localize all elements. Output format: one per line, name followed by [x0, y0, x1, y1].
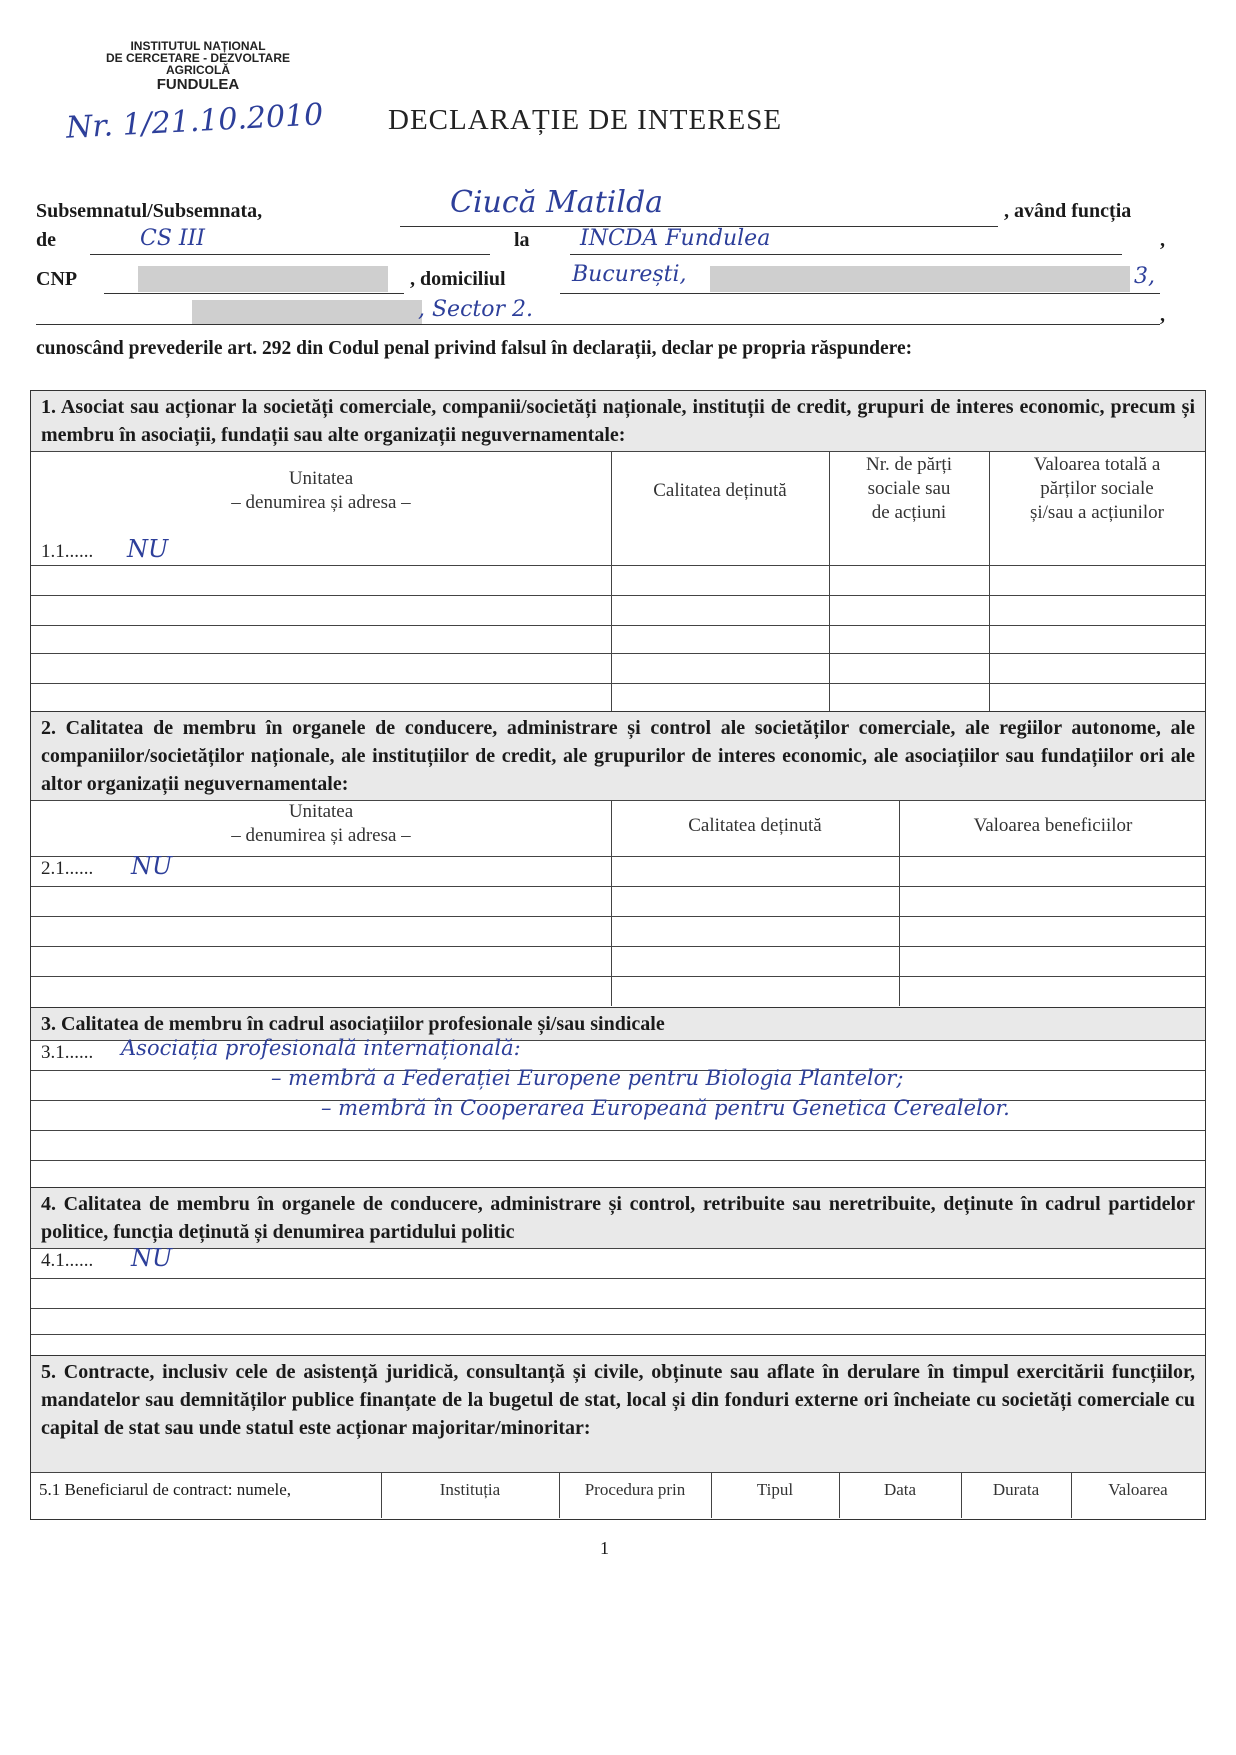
section-2-col-calitatea: Calitatea deținută — [688, 815, 822, 836]
section-3-line-1: Asociația profesională internațională: — [121, 1036, 521, 1060]
section-5-col-tipul: Tipul — [756, 1480, 794, 1499]
section-5-col-data: Data — [883, 1480, 917, 1499]
section-2-table — [30, 712, 1206, 1008]
domiciliul-label: , domiciliul — [410, 268, 506, 290]
section-2-row-label: 2.1...... — [41, 858, 94, 879]
section-1-col-unitatea: Unitatea – denumirea și adresa – — [231, 468, 411, 513]
name-value: Ciucă Matilda — [450, 185, 664, 220]
section-1-table — [30, 390, 1206, 712]
cnp-line — [104, 293, 404, 294]
sector-value: , Sector 2. — [418, 297, 533, 322]
section-2-heading: 2. Calitatea de membru în organele de conducere, administrare și control ale societăților comerciale, ale regiilor autonome, ale companiilor/societăților naționale, ale instituțiilor de credit, ale grupurilor de interes economic, ale asociațiilor sau fundațiilor ori ale altor organizații neguvernamentale: — [31, 712, 1205, 800]
cnp-label: CNP — [36, 268, 78, 290]
subsemnatul-label: Subsemnatul/Subsemnata, — [36, 200, 263, 222]
functia-value: CS III — [140, 226, 205, 251]
section-2-row-value: NU — [131, 852, 173, 880]
functia-line — [90, 254, 490, 255]
stamp-line-2: DE CERCETARE - DEZVOLTARE — [105, 51, 290, 65]
section-1-col-nr-parti: Nr. de părți sociale sau de acțiuni — [865, 454, 952, 523]
comma-1: , — [1160, 229, 1165, 251]
section-5-col-valoarea: Valoarea — [1108, 1480, 1168, 1499]
section-1-col-valoarea: Valoarea totală a părților sociale și/sau a acțiunilor — [1029, 454, 1165, 523]
de-label: de — [36, 229, 56, 251]
stamp-line-1: INSTITUTUL NAȚIONAL — [130, 39, 266, 53]
section-1-row-label: 1.1...... — [41, 541, 94, 562]
section-3-line-3: – membră în Cooperarea Europeană pentru Genetica Cerealelor. — [321, 1096, 1010, 1120]
declaration-text: cunoscând prevederile art. 292 din Codul penal privind falsul în declarații, declar pe propria răspundere: — [36, 338, 913, 359]
institutia-value: INCDA Fundulea — [580, 226, 771, 251]
address-redacted-2 — [192, 300, 422, 324]
stamp-line-3: AGRICOLĂ — [166, 63, 230, 77]
section-3-line-2: – membră a Federației Europene pentru Biologia Plantelor; — [271, 1066, 904, 1090]
section-2-col-unitatea: Unitatea – denumirea și adresa – — [231, 801, 411, 846]
address-redacted — [710, 266, 1130, 292]
la-label: la — [514, 229, 530, 251]
section-3-heading: 3. Calitatea de membru în cadrul asociațiilor profesionale și/sau sindicale — [31, 1008, 1205, 1040]
page-number: 1 — [600, 1538, 609, 1558]
section-5-table — [30, 1356, 1206, 1520]
section-1-col-calitatea: Calitatea deținută — [653, 480, 787, 501]
avand-functia-label: , având funcția — [1004, 200, 1132, 222]
section-1-row-value: NU — [127, 535, 169, 563]
page-title: DECLARAȚIE DE INTERESE — [388, 104, 783, 136]
domiciliu-value: București, — [572, 262, 687, 287]
section-3-table — [30, 1008, 1206, 1188]
cnp-redacted — [138, 266, 388, 292]
section-2-col-valoarea: Valoarea beneficiilor — [973, 815, 1133, 836]
section-4-row-value: NU — [131, 1244, 173, 1272]
address-line-2 — [36, 324, 1160, 325]
institutia-line — [570, 254, 1122, 255]
section-5-col-durata: Durata — [992, 1480, 1040, 1499]
domiciliu-end: 3, — [1134, 264, 1155, 289]
stamp-line-4: FUNDULEA — [156, 76, 240, 93]
registration-number: Nr. 1/21.10.2010 — [65, 97, 325, 146]
section-4-heading: 4. Calitatea de membru în organele de conducere, administrare și control, retribuite sau neretribuite, deținute în cadrul partidelor politice, funcția deținută și denumirea partidului politic — [31, 1188, 1205, 1248]
section-5-col-procedura: Procedura prin — [584, 1480, 686, 1499]
institution-stamp — [88, 40, 308, 93]
section-5-heading: 5. Contracte, inclusiv cele de asistență juridică, consultanță și civile, obținute sau aflate în derulare în timpul exercitării funcțiilor, mandatelor sau demnităților publice finanțate de la bugetul de stat, local și din fonduri externe ori încheiate cu societăți comerciale cu capital de stat sau unde statul este acționar majoritar/minoritar: — [31, 1356, 1205, 1472]
section-3-row-label: 3.1...... — [41, 1042, 94, 1063]
section-1-heading: 1. Asociat sau acționar la societăți comerciale, companii/societăți naționale, instituții de credit, grupuri de interes economic, precum și membru în asociații, fundații sau alte organizații neguvernamentale: — [31, 391, 1205, 451]
domiciliu-line — [560, 293, 1160, 294]
section-5-col-institutia: Instituția — [439, 1480, 501, 1499]
section-5-col-beneficiar: 5.1 Beneficiarul de contract: numele, — [39, 1480, 292, 1499]
section-4-table — [30, 1188, 1206, 1356]
comma-2: , — [1160, 304, 1165, 326]
section-4-row-label: 4.1...... — [41, 1250, 94, 1271]
